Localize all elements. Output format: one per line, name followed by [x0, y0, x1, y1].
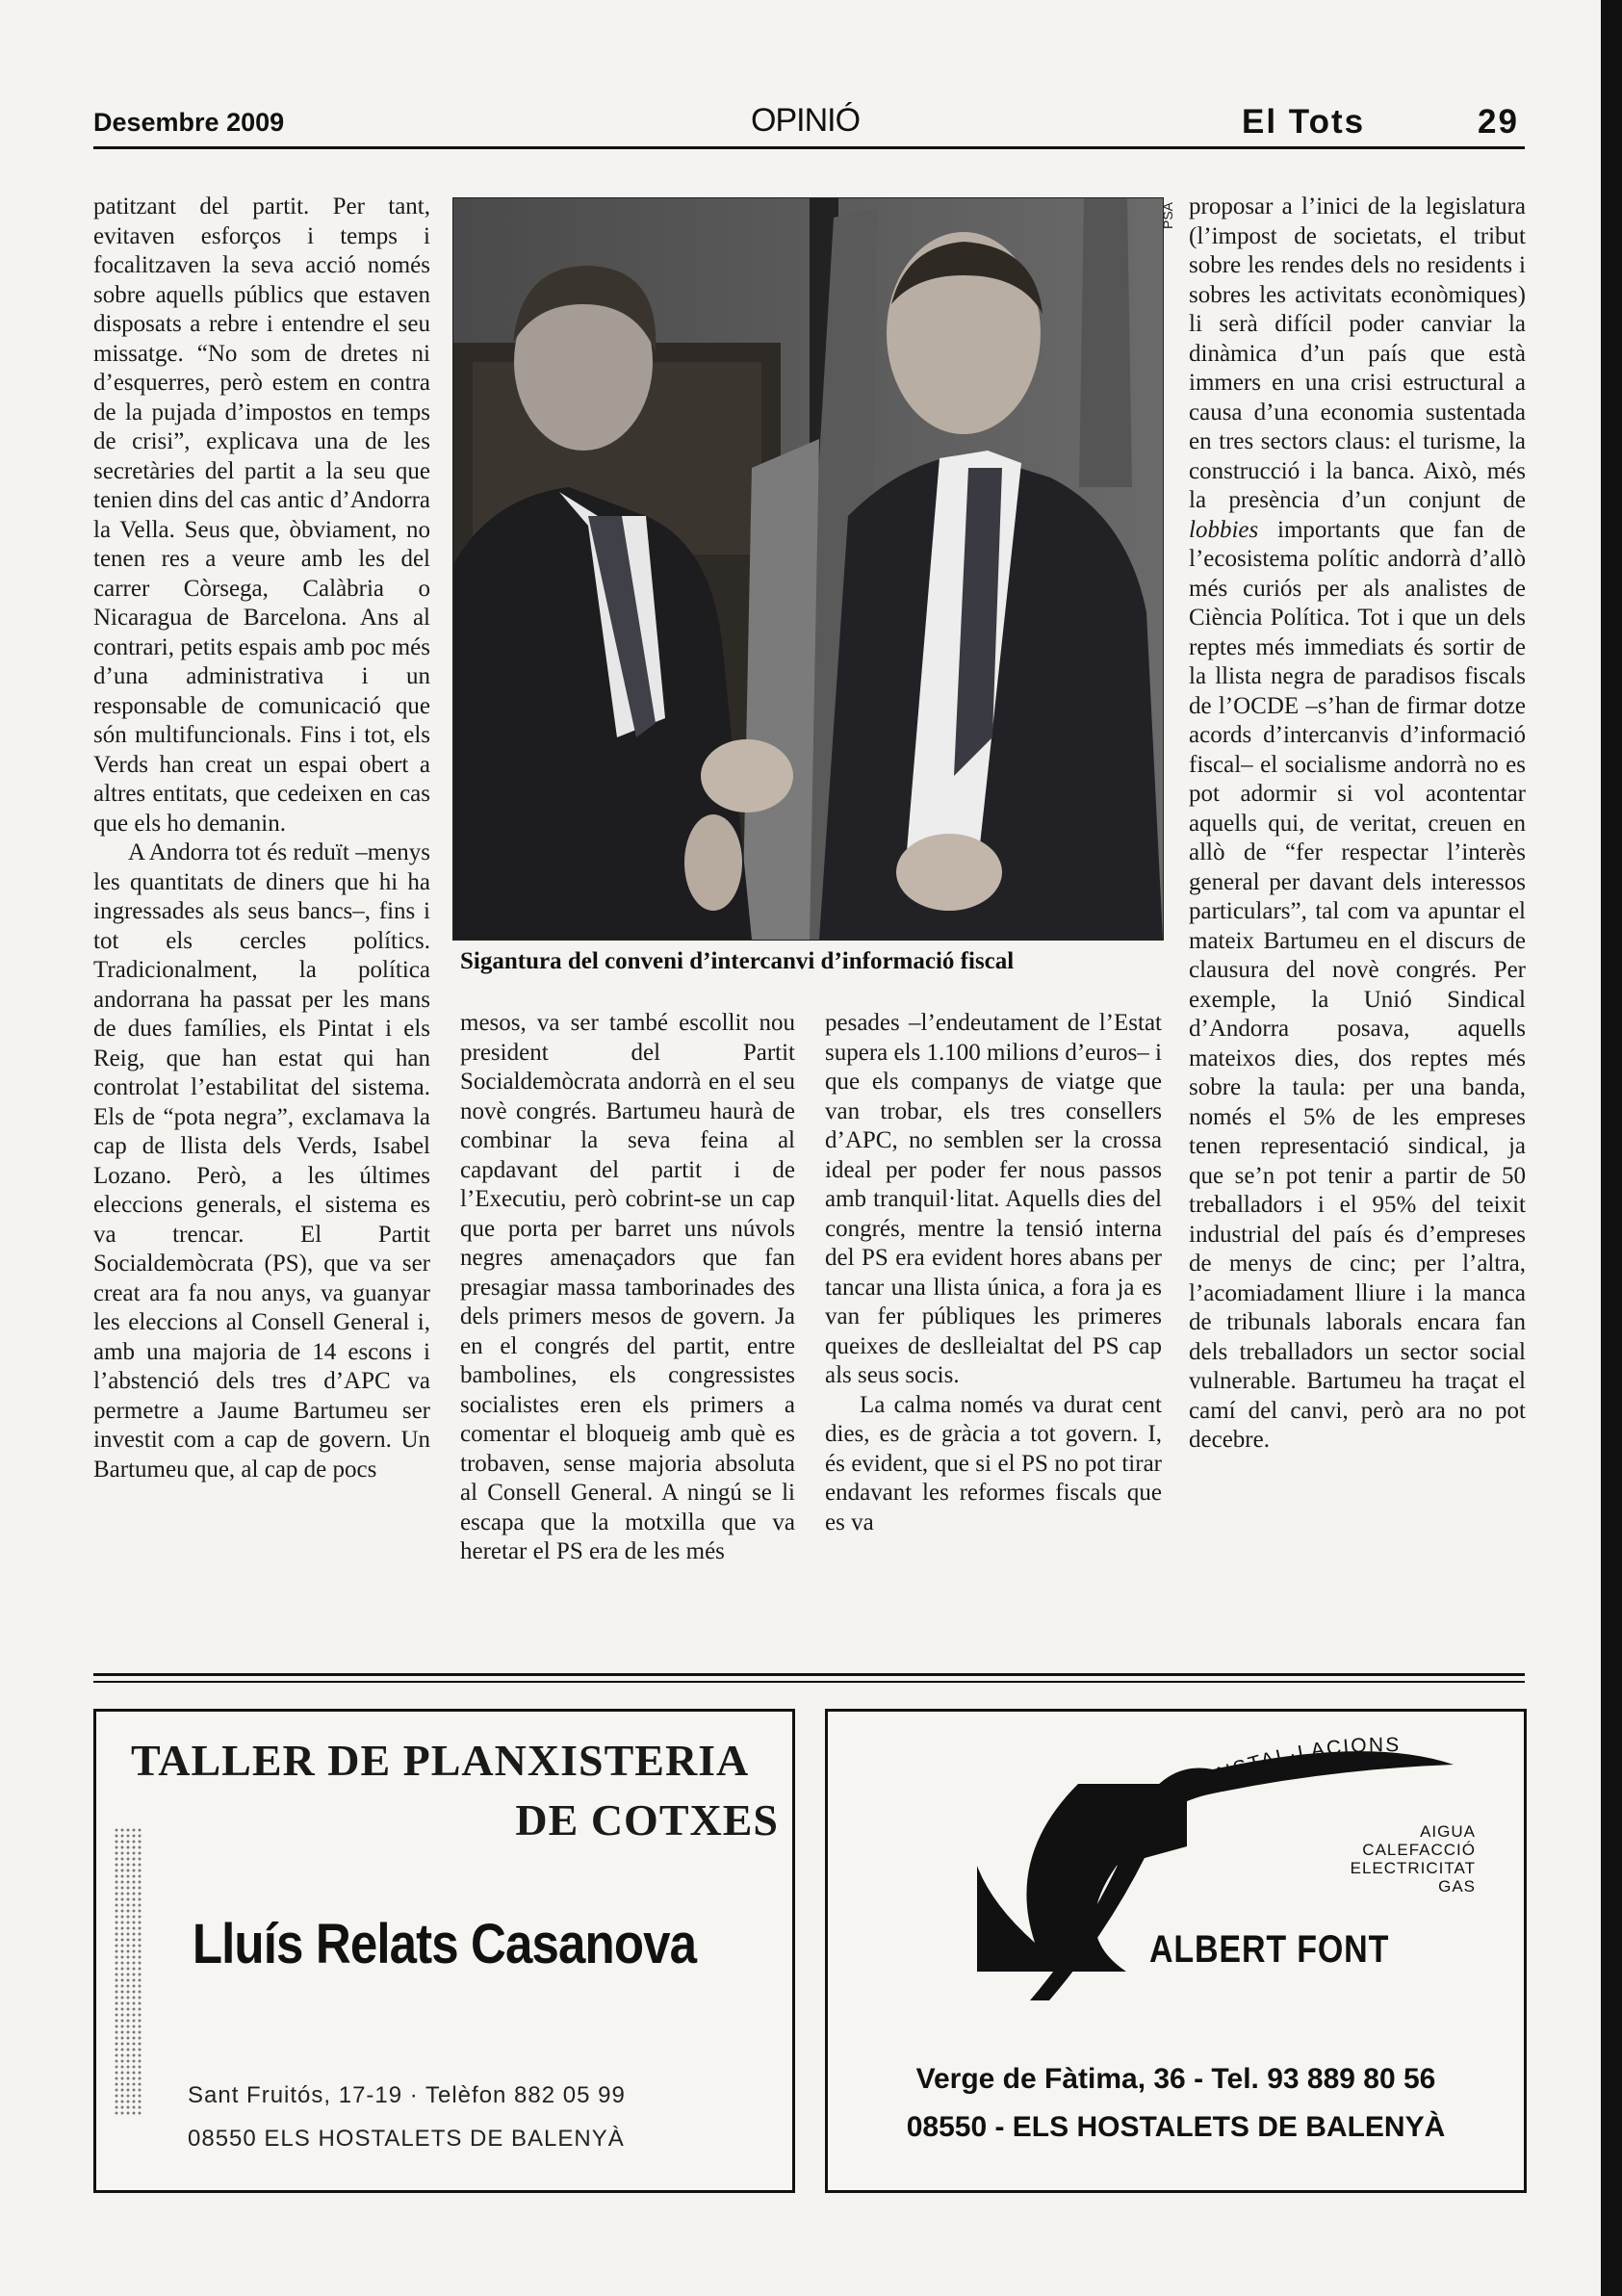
service-item: GAS [1438, 1877, 1476, 1896]
article-paragraph: pesades –l’endeutament de l’Estat supera els 1.100 milions d’euros– i que els companys de viatge que van trobar, els tres consellers d’APC, no semblen ser la crossa ideal per poder fer nous passos amb tranquil·litat. Aquells dies del congrés, mentre la tensió interna del PS era evident hores abans per tancar una llista única, a fora ja es van fer públiques les primeres queixes de deslleialtat del PS cap als seus socis. [825, 1010, 1162, 1388]
header-publication: El Tots [1242, 103, 1366, 141]
service-item: AIGUA [1420, 1822, 1476, 1841]
ad-address-line-1: Verge de Fàtima, 36 - Tel. 93 889 80 56 [915, 2063, 1436, 2095]
article-text: proposar a l’inici de la legislatura (l’impost de societats, el tribut sobre les rendes dels no residents i sobres les activitats econòmiques) li serà difícil poder canviar la dinàmica d’un país que està immers en una crisi estructural a causa d’una economia sustentada en tres sectors claus: el turisme, la construcció i la banca. Això, més la presència d’un conjunt de [1189, 193, 1526, 513]
header-section: OPINIÓ [751, 102, 861, 139]
ad-title-line-1: TALLER DE PLANXISTERIA [131, 1736, 750, 1785]
scan-edge [1601, 0, 1622, 2296]
ads-rule-top [93, 1673, 1525, 1676]
brand-arc-text: INSTAL·LACIONS [1206, 1734, 1402, 1789]
ad-title-line-2: DE COTXES [515, 1795, 779, 1845]
article-column-1 [93, 193, 430, 1484]
ad-services [1351, 1822, 1476, 1896]
article-paragraph: A Andorra tot és reduït –menys les quantitats de diners que hi ha ingressades als seus bancs–, fins i tot els cercles polítics. Tradicionalment, la política andorrana ha passat per les mans de dues famílies, els Pintat i els Reig, que han estat qui han controlat l’estabilitat del sistema. Els de “pota negra”, exclamava la cap de llista dels Verds, Isabel Lozano. Però, a les últimes eleccions generals, el sistema es va trencar. El Partit Socialdemòcrata (PS), que va ser creat ara fa nou anys, va guanyar les eleccions al Consell General i, amb una majoria de 14 escons i l’abstenció dels tres d’APC va permetre a Jaume Bartumeu ser investit com a cap de govern. Un Bartumeu que, al cap de pocs [93, 839, 430, 1483]
photo-caption: Sigantura del conveni d’intercanvi d’informació fiscal [460, 948, 1015, 974]
article-paragraph: patitzant del partit. Per tant, evitaven esforços i temps i focalitzaven la seva acció només sobre aquells públics que estaven disposats a rebre i entendre el seu missatge. “No som de dretes ni d’esquerres, però estem en contra de la pujada d’impostos en temps de crisi”, explicava una de les secretàries del partit a la seu que tenien dins del cas antic d’Andorra la Vella. Seus que, òbviament, no tenen res a veure amb les del carrer Còrsega, Calàbria o Nicaragua de Barcelona. Ans al contrari, petits espais amb poc més d’una administrativa i un responsable de comunicació que són multifuncionals. Fins i tot, els Verds han creat un espai obert a altres entitats, que cedeixen en cas que els ho demanin. [93, 193, 430, 837]
page-number: 29 [1478, 103, 1519, 141]
header-rule [93, 146, 1525, 149]
article-paragraph: La calma només va durat cent dies, es de gràcia a tot govern. I, és evident, que si el PS no pot tirar endavant les reformes fiscals que es va [825, 1391, 1162, 1535]
article-paragraph [1189, 193, 1526, 1456]
handshake-photo-illustration [453, 198, 1163, 940]
article-photo [452, 197, 1164, 941]
ad-address-line-2: 08550 ELS HOSTALETS DE BALENYÀ [188, 2126, 625, 2152]
ad-instal-lacions [825, 1709, 1527, 2193]
article-column-4 [1189, 193, 1526, 1456]
article-column-2 [460, 1009, 795, 1567]
ad-brand: ALBERT FONT [1149, 1928, 1390, 1971]
service-item: CALEFACCIÓ [1362, 1841, 1476, 1859]
photo-credit: PSA [1160, 202, 1175, 230]
ads-rule-second [93, 1681, 1525, 1683]
article-text: importants que fan de l’ecosistema polític andorrà d’allò més curiós per als analistes de Ciència Política. Tot i que un dels reptes més immediats és sortir de la llista negra de paradisos fiscals de l’OCDE –s’han de firmar dotze acords d’intercanvis d’informació fiscal– el socialisme andorrà no es pot adormir si vol acontentar aquells qui, de veritat, creuen en allò de “fer respectar l’interès general per davant dels interessos particulars”, tal com va apuntar el mateix Bartumeu en el discurs de clausura del novè congrés. Per exemple, la Unió Sindical d’Andorra posava, aquells mateixos dies, dos reptes més sobre la taula: per una banda, només el 5% de les empreses tenen representació sindical, ja que se’n pot tenir a partir de 50 treballadors i el 95% del teixit industrial del país és d’empreses de menys de cinc; per l’altra, l’acomiadament lliure i la manca de tribunals laborals encara fan dels treballadors un sector social vulnerable. Bartumeu ha traçat el camí del canvi, però ara no pot decebre. [1189, 516, 1526, 1453]
article-italic-term: lobbies [1189, 516, 1259, 543]
article-column-3 [825, 1009, 1162, 1537]
article-paragraph: mesos, va ser també escollit nou president del Partit Socialdemòcrata andorrà en el seu novè congrés. Bartumeu haurà de combinar la seva feina al capdavant del partit i de l’Executiu, però cobrint-se un cap que porta per barret uns núvols negres amenaçadors que fan presagiar massa tamborinades des dels primers mesos de govern. Ja en el congrés del partit, entre bambolines, els congressistes socialistes eren els primers a comentar el bloqueig amb què es trobaven, sense majoria absoluta al Consell General. A ningú se li escapa que la motxilla que va heretar el PS era de les més [460, 1010, 795, 1564]
ad-address-line-2: 08550 - ELS HOSTALETS DE BALENYÀ [906, 2111, 1446, 2143]
service-item: ELECTRICITAT [1350, 1859, 1476, 1877]
ad-business-name: Lluís Relats Casanova [192, 1913, 697, 1975]
ad-planxisteria [93, 1709, 795, 2193]
header-date: Desembre 2009 [93, 108, 285, 137]
ad-address-line-1: Sant Fruitós, 17-19 · Telèfon 882 05 99 [188, 2082, 626, 2108]
